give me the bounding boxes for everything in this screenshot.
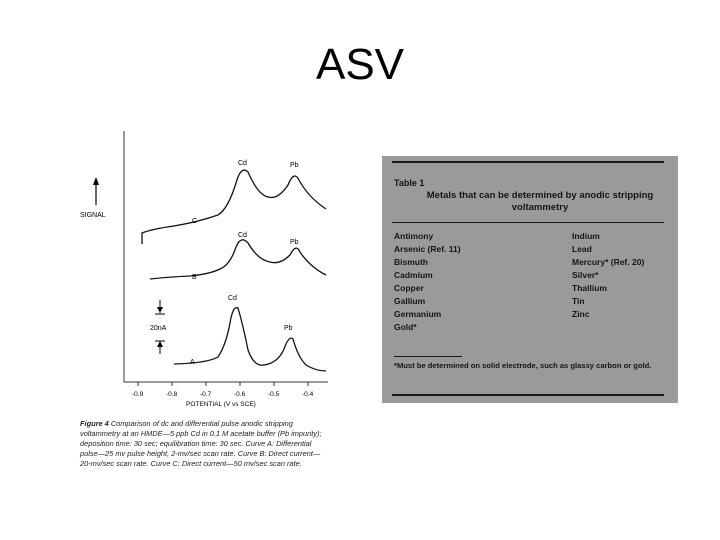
metal-item: Tin [572,296,585,306]
x-tick-label: -0.7 [200,391,212,398]
table-header-rule [392,222,664,223]
x-tick-label: -0.5 [268,391,280,398]
x-tick-label: -0.9 [132,391,144,398]
slide-title: ASV [315,40,405,89]
peak-label-pb-b: Pb [290,239,299,246]
curve-label-a: A [190,359,195,366]
voltammetry-figure [78,125,340,500]
curve-label-b: B [192,274,197,281]
metal-item: Cadmium [394,270,433,280]
metal-item: Lead [572,244,592,254]
table-footnote: *Must be determined on solid electrode, such as glassy carbon or gold. [394,361,652,370]
metal-item: Mercury* (Ref. 20) [572,257,645,267]
footnote-rule [394,356,462,357]
curve-a [174,308,326,371]
peak-label-cd-b: Cd [238,232,247,239]
metal-item: Bismuth [394,257,428,267]
metal-item: Zinc [572,309,590,319]
x-tick-label: -0.8 [166,391,178,398]
metal-item: Antimony [394,231,434,241]
metal-item: Indium [572,231,600,241]
metal-item: Gallium [394,296,426,306]
metals-table [382,156,678,403]
metal-item: Arsenic (Ref. 11) [394,244,461,254]
metal-item: Germanium [394,309,442,319]
y-axis-arrowhead [93,177,99,185]
peak-label-pb-a: Pb [284,325,293,332]
peak-label-cd-a: Cd [228,295,237,302]
metals-column-left [394,230,461,334]
metal-item: Silver* [572,270,599,280]
y-axis-label: SIGNAL [80,212,106,219]
curve-b [150,240,326,279]
metal-item: Thallium [572,283,607,293]
x-axis-ticks [138,382,308,386]
figure-caption [80,419,330,469]
table-title: Metals that can be determined by anodic stripping voltammetry [426,190,654,213]
metal-item: Copper [394,283,424,293]
scale-bar-label: 20nA [150,325,167,332]
table-bottom-rule [392,394,664,396]
caption-lead: Figure 4 [80,419,109,428]
caption-text: Comparison of dc and differential pulse anodic stripping voltammetry at an HMDE—5 ppb Cd in 0.1 M acetate buffer (Pb impurity); deposition time: 30 sec; equilibration time: 30 sec. Curve A: Differential pulse—25 mv pulse height, 2-mv/sec scan rate. Curve B: Direct current—20-mv/sec scan rate. Curve C: Direct current—50 mv/sec scan rate. [80,419,322,468]
peak-label-cd-c: Cd [238,160,247,167]
table-label: Table 1 [394,178,425,188]
curve-c [142,170,326,244]
voltammogram-plot [78,125,340,425]
metal-item: Gold* [394,322,417,332]
metals-column-right [572,230,644,321]
peak-label-pb-c: Pb [290,162,299,169]
curve-label-c: C [192,218,198,225]
x-axis-label: POTENTIAL (V vs SCE) [186,401,256,408]
table-top-rule [392,161,664,163]
x-tick-label: -0.4 [302,391,314,398]
x-tick-label: -0.6 [234,391,246,398]
